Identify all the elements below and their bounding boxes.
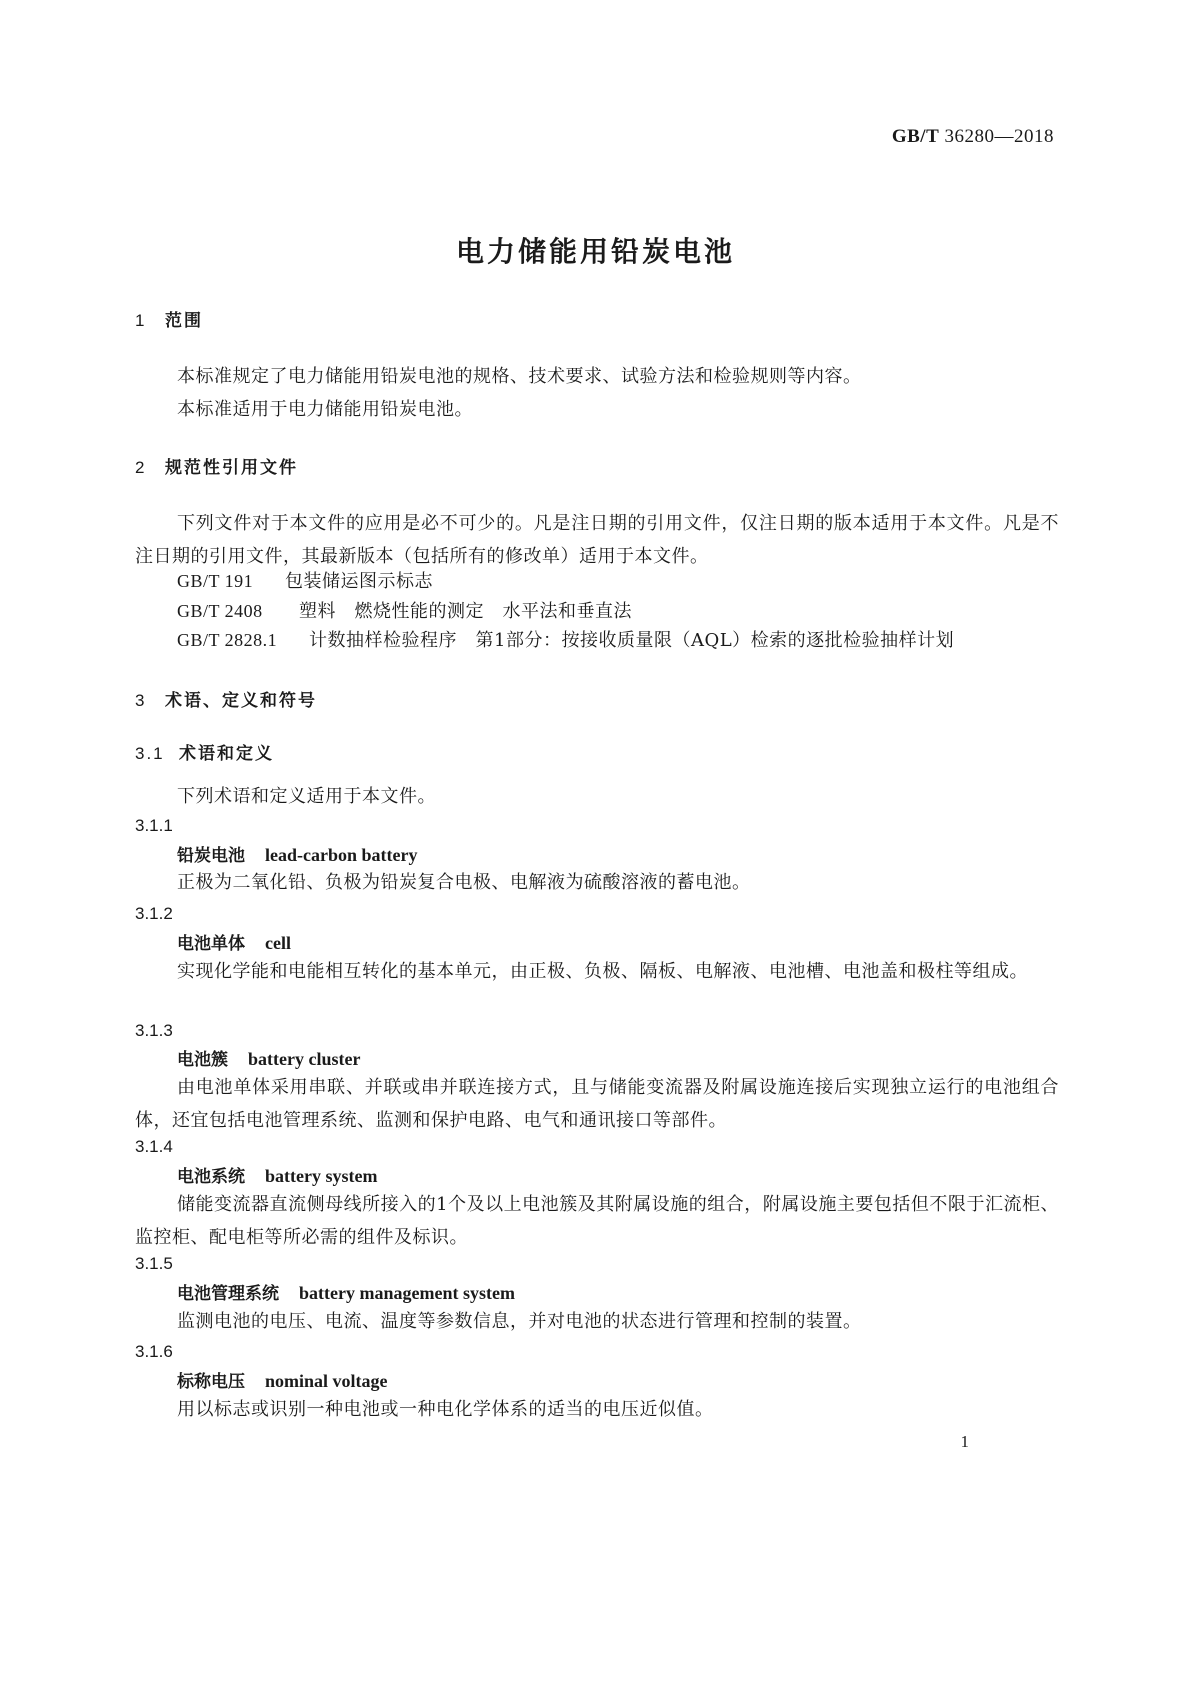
- reference-code: GB/T 2408: [177, 601, 263, 621]
- term-name: [135, 1279, 1101, 1308]
- term-number: 3.1.2: [135, 904, 173, 923]
- term-english: battery system: [265, 1166, 378, 1186]
- paragraph: 下列术语和定义适用于本文件。: [177, 786, 436, 807]
- term-number: 3.1.6: [135, 1342, 173, 1361]
- term-definition: 由电池单体采用串联、并联或串并联连接方式，且与储能变流器及附属设施连接后实现独立运行的电池组合体，还宜包括电池管理系统、监测和保护电路、电气和通讯接口等部件。: [135, 1077, 1059, 1131]
- section-title: 术语、定义和符号: [165, 691, 317, 711]
- term-number: 3.1.4: [135, 1137, 173, 1156]
- term-english: nominal voltage: [265, 1371, 388, 1391]
- section-3-heading: [135, 686, 1059, 711]
- section-2-heading: [135, 453, 1059, 478]
- term-chinese: 铅炭电池: [177, 846, 245, 866]
- term-name: [135, 929, 1101, 958]
- document-code: [892, 126, 1054, 148]
- term-english: cell: [265, 933, 291, 953]
- section-number: 1: [135, 311, 147, 330]
- subsection-title: 术语和定义: [179, 744, 274, 764]
- term-definition: 实现化学能和电能相互转化的基本单元，由正极、负极、隔板、电解液、电池槽、电池盖和极柱等组成。: [177, 961, 1028, 982]
- term-number: 3.1.5: [135, 1254, 173, 1273]
- section-1-heading: [135, 306, 1059, 331]
- reference-item: [135, 565, 1101, 598]
- paragraph: 本标准适用于电力储能用铅炭电池。: [177, 399, 473, 420]
- reference-code: GB/T 191: [177, 571, 254, 591]
- document-code-number: 36280—2018: [944, 126, 1054, 147]
- term-english: battery management system: [299, 1283, 515, 1303]
- reference-title: 包装储运图示标志: [285, 571, 433, 592]
- reference-title: 计数抽样检验程序 第1部分：按接收质量限（AQL）检索的逐批检验抽样计划: [309, 630, 955, 651]
- subsection-number: 3.1: [135, 744, 165, 763]
- reference-code: GB/T 2828.1: [177, 630, 278, 650]
- paragraph: 下列文件对于本文件的应用是必不可少的。凡是注日期的引用文件，仅注日期的版本适用于本文件。凡是不注日期的引用文件，其最新版本（包括所有的修改单）适用于本文件。: [135, 513, 1059, 567]
- term-name: [135, 1367, 1101, 1396]
- term-english: battery cluster: [248, 1049, 361, 1069]
- reference-title: 塑料 燃烧性能的测定 水平法和垂直法: [299, 601, 632, 622]
- subsection-3-1-heading: [135, 739, 1059, 764]
- term-definition: 储能变流器直流侧母线所接入的1个及以上电池簇及其附属设施的组合，附属设施主要包括但不限于汇流柜、监控柜、配电柜等所必需的组件及标识。: [135, 1194, 1059, 1248]
- term-chinese: 标称电压: [177, 1372, 245, 1392]
- term-name: [135, 1162, 1101, 1191]
- section-number: 3: [135, 691, 147, 710]
- term-number: 3.1.1: [135, 816, 173, 835]
- term-english: lead-carbon battery: [265, 845, 418, 865]
- page-title: 电力储能用铅炭电池: [455, 235, 735, 268]
- section-title: 范围: [165, 311, 203, 331]
- term-definition: 用以标志或识别一种电池或一种电化学体系的适当的电压近似值。: [177, 1399, 714, 1420]
- document-code-prefix: GB/T: [891, 126, 940, 147]
- term-definition: 监测电池的电压、电流、温度等参数信息，并对电池的状态进行管理和控制的装置。: [177, 1311, 862, 1332]
- term-chinese: 电池簇: [177, 1050, 228, 1070]
- paragraph: 本标准规定了电力储能用铅炭电池的规格、技术要求、试验方法和检验规则等内容。: [177, 366, 862, 387]
- section-title: 规范性引用文件: [165, 458, 298, 478]
- term-number: 3.1.3: [135, 1021, 173, 1040]
- section-number: 2: [135, 458, 147, 477]
- term-chinese: 电池系统: [177, 1167, 245, 1187]
- term-chinese: 电池单体: [177, 934, 245, 954]
- term-definition: 正极为二氧化铅、负极为铅炭复合电极、电解液为硫酸溶液的蓄电池。: [177, 872, 751, 893]
- page-number: 1: [960, 1432, 969, 1451]
- term-name: [135, 1045, 1101, 1074]
- term-chinese: 电池管理系统: [177, 1284, 279, 1304]
- reference-item: [135, 624, 1101, 657]
